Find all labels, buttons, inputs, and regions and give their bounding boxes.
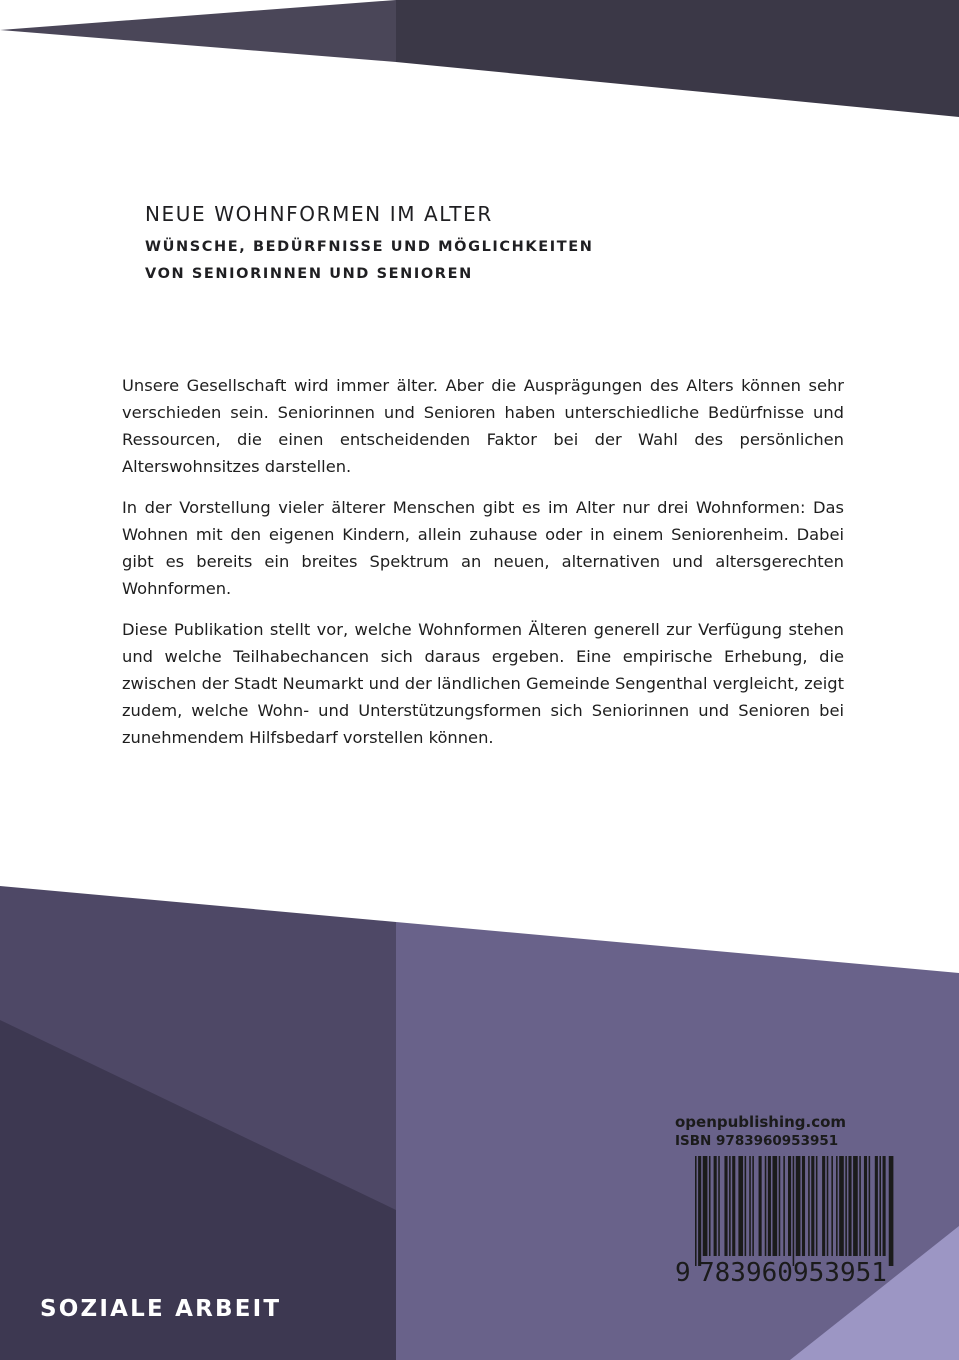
barcode-bar — [853, 1156, 858, 1256]
barcode-bar — [783, 1156, 785, 1256]
barcode-bar — [729, 1156, 731, 1256]
publisher-url: openpublishing.com — [675, 1113, 847, 1131]
barcode-bar — [889, 1156, 894, 1266]
barcode-bar — [718, 1156, 720, 1256]
barcode-bar — [765, 1156, 767, 1256]
top-band-dark — [396, 0, 959, 117]
blurb-paragraph-1: Unsere Gesellschaft wird immer älter. Aber die Ausprägungen des Alters können sehr verschieden sein. Seniorinnen und Senioren haben unterschiedliche Bedürfnisse und Ressourcen, die einen entscheidenden Faktor bei der Wahl des persönlichen Alterswohnsitzes darstellen. — [122, 376, 844, 476]
subtitle-line-2: VON SENIORINNEN UND SENIOREN — [145, 266, 473, 282]
barcode-bar — [827, 1156, 829, 1256]
barcode-bar — [709, 1156, 711, 1256]
barcode-bar — [738, 1156, 743, 1256]
barcode-bar — [848, 1156, 851, 1256]
barcode-bar — [793, 1156, 795, 1266]
barcode-bar — [822, 1156, 825, 1256]
barcode-bar — [779, 1156, 781, 1256]
barcode-bar — [749, 1156, 751, 1256]
barcode-bar — [759, 1156, 762, 1256]
blurb-paragraph-2: In der Vorstellung vieler älterer Menschen gibt es im Alter nur drei Wohnformen: Das Wohnen mit den eigenen Kindern, allein zuhause oder in einem Seniorenheim. Dabei gibt es bereits ein breites Spektrum an neuen, alternativen und altersgerechten Wohnformen. — [122, 498, 844, 598]
barcode-bar — [796, 1156, 801, 1256]
book-title: NEUE WOHNFORMEN IM ALTER — [145, 202, 493, 227]
barcode-digits-left: 783960 — [699, 1258, 793, 1288]
barcode-bar — [879, 1156, 881, 1256]
barcode-bar — [845, 1156, 847, 1256]
barcode-bar — [875, 1156, 878, 1256]
barcode-digit-first: 9 — [675, 1258, 691, 1288]
barcode-digits — [675, 1258, 895, 1288]
barcode-bar — [859, 1156, 861, 1256]
barcode-bar — [724, 1156, 727, 1256]
barcode-bar — [745, 1156, 747, 1256]
isbn-text: ISBN 9783960953951 — [675, 1133, 839, 1149]
barcode-bar — [836, 1156, 838, 1256]
series-label: SOZIALE ARBEIT — [40, 1296, 282, 1322]
top-band-light — [0, 0, 396, 62]
barcode-bar — [732, 1156, 735, 1256]
barcode-bar — [883, 1156, 886, 1256]
blurb — [122, 372, 844, 765]
book-subtitle — [145, 234, 593, 288]
barcode-bar — [864, 1156, 867, 1256]
subtitle-line-1: WÜNSCHE, BEDÜRFNISSE UND MÖGLICHKEITEN — [145, 239, 594, 255]
barcode-block — [675, 1112, 895, 1288]
blurb-paragraph-3: Diese Publikation stellt vor, welche Wohnformen Älteren generell zur Verfügung stehen und welche Teilhabechancen sich daraus ergeben. Eine empirische Erhebung, die zwischen der Stadt Neumarkt und der ländlichen Gemeinde Sengenthal vergleicht, zeigt zudem, welche Wohn- und Unterstützungsformen sich Seniorinnen und Senioren bei zunehmendem Hilfsbedarf vorstellen können. — [122, 620, 844, 747]
barcode-bar — [714, 1156, 717, 1256]
barcode-bar — [869, 1156, 871, 1256]
barcode-bar — [695, 1156, 697, 1266]
barcode-icon — [675, 1156, 895, 1266]
barcode-bar — [703, 1156, 708, 1256]
barcode-digits-right: 953951 — [793, 1258, 887, 1288]
barcode-bar — [816, 1156, 818, 1256]
barcode-bar — [752, 1156, 754, 1256]
barcode-bar — [698, 1156, 701, 1266]
barcode-bar — [811, 1156, 814, 1256]
barcode-bar — [768, 1156, 771, 1256]
barcode-bar — [802, 1156, 805, 1256]
barcode-bar — [839, 1156, 844, 1256]
barcode-bar — [788, 1156, 791, 1256]
barcode-bar — [773, 1156, 778, 1256]
barcode-bar — [808, 1156, 810, 1256]
barcode-bar — [831, 1156, 833, 1256]
